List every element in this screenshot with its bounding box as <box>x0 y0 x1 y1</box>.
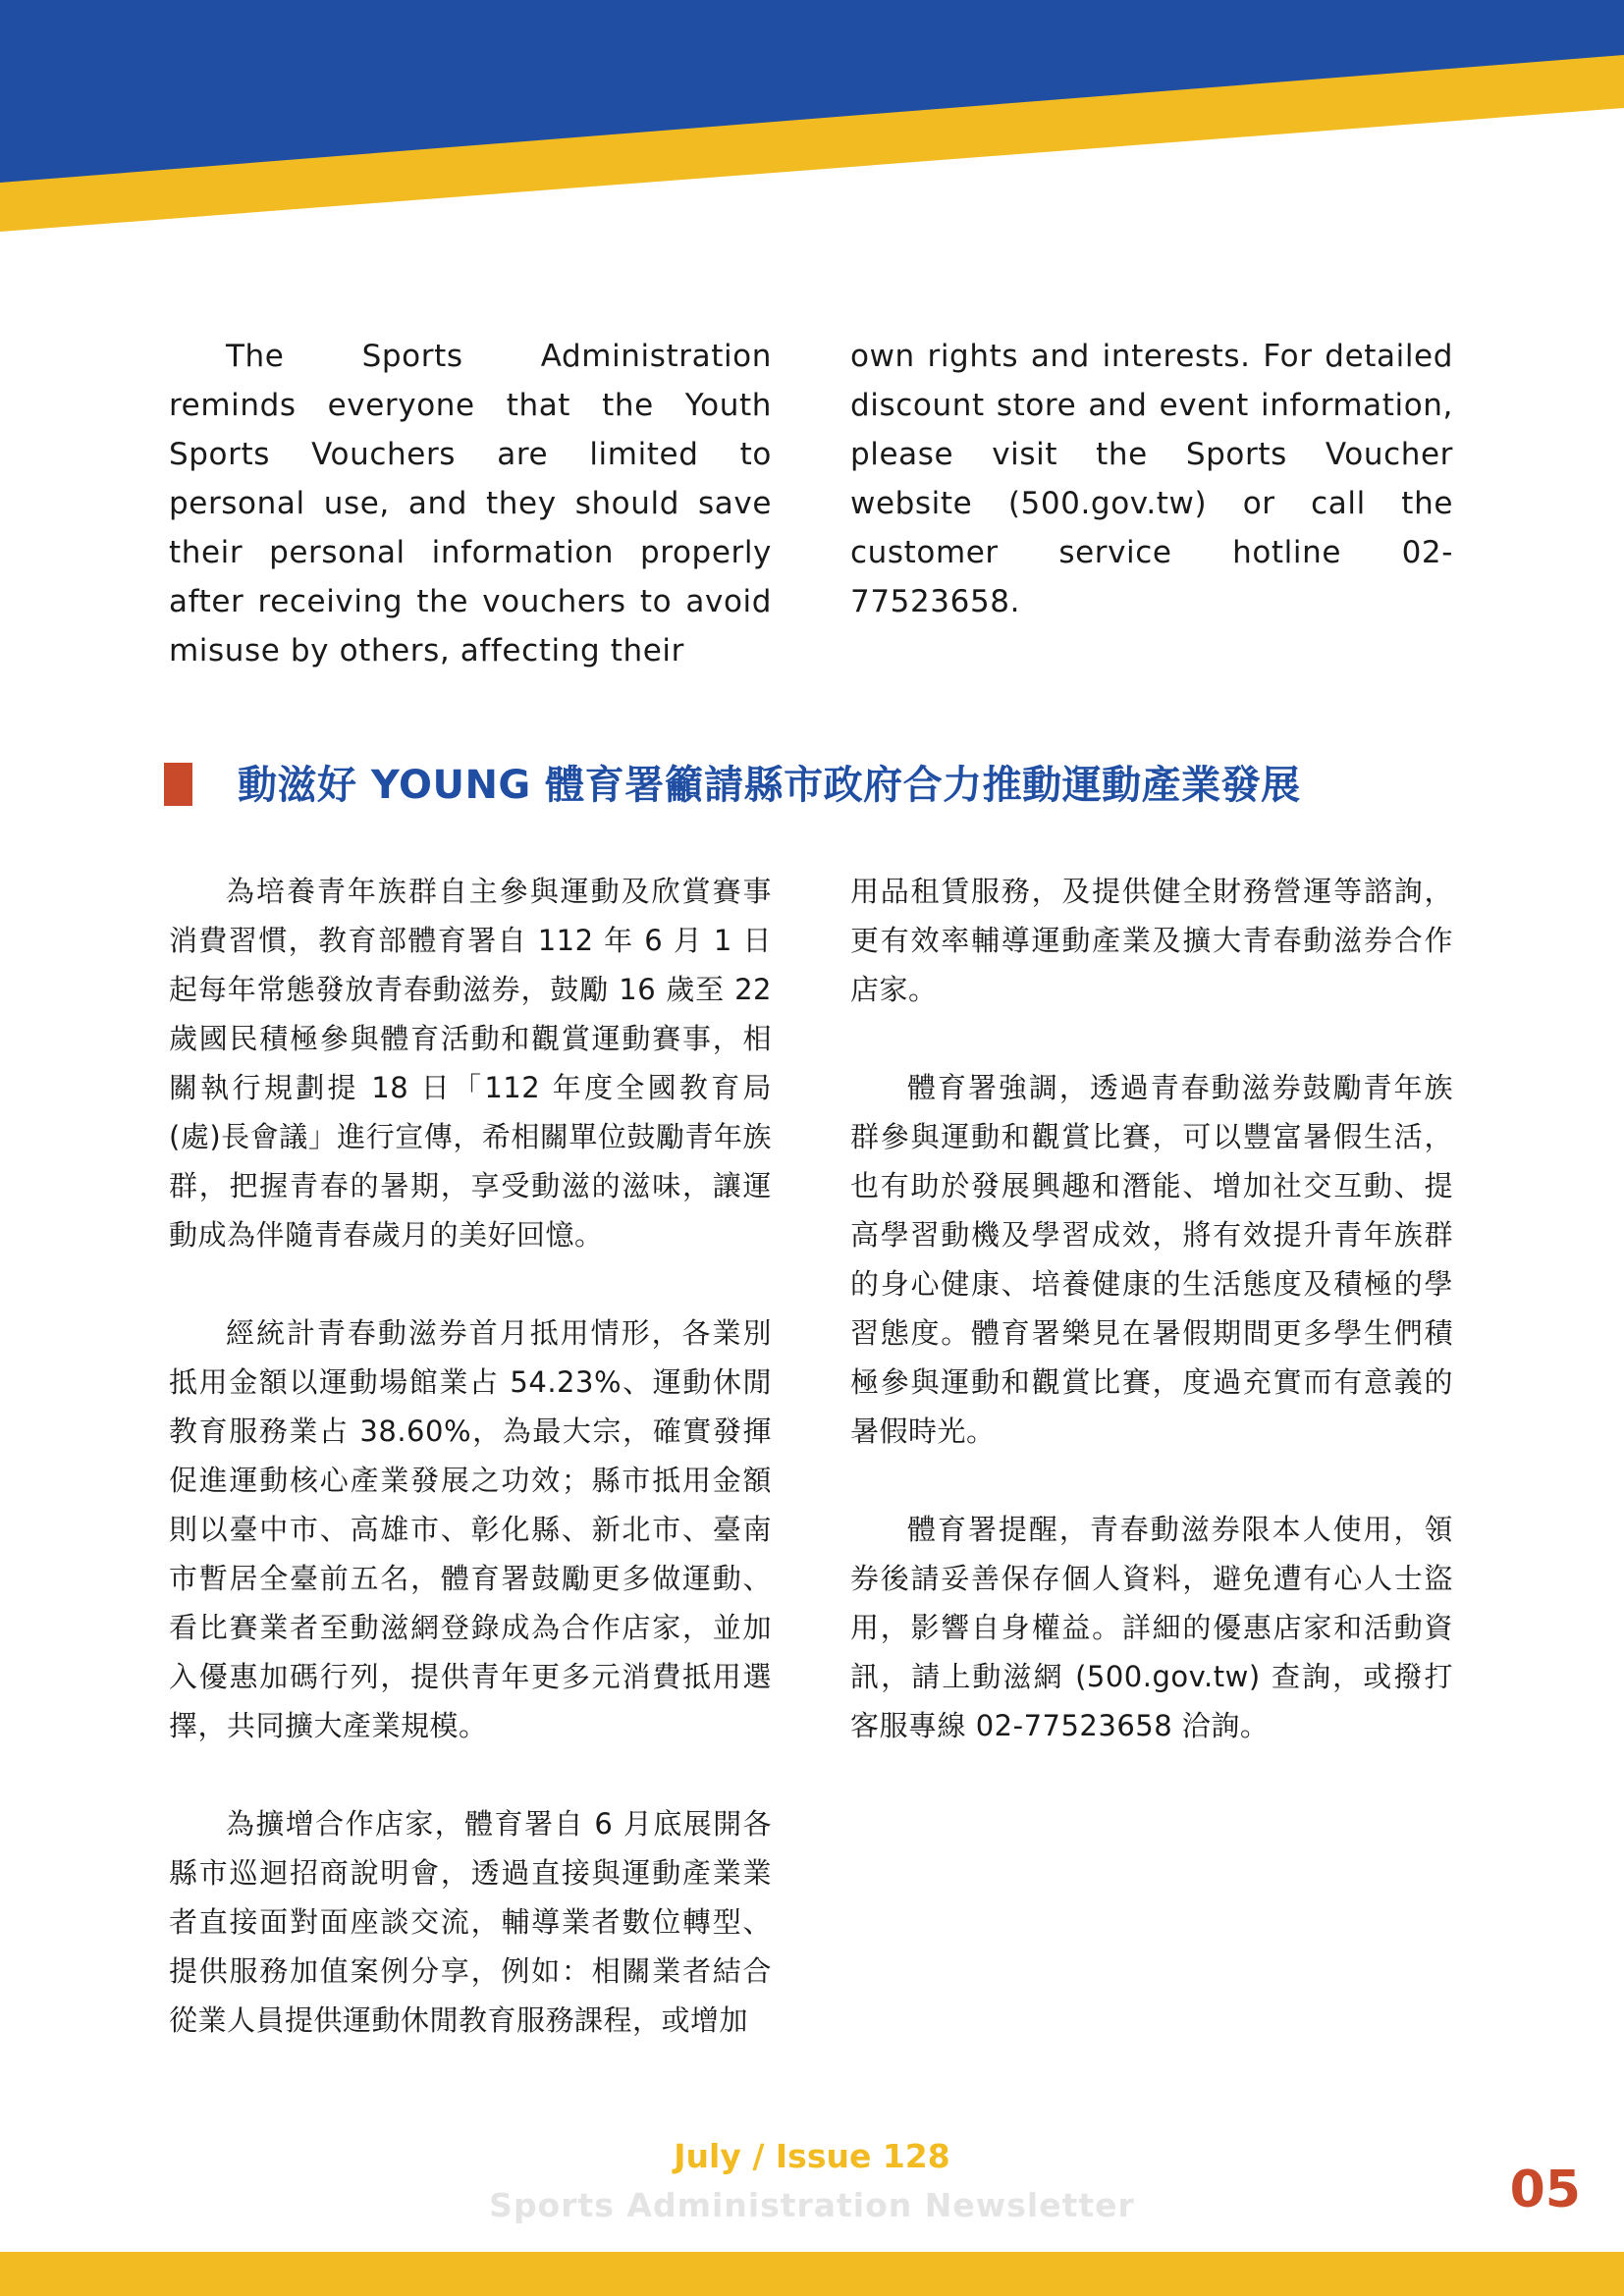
chinese-paragraph: 為培養青年族群自主參與運動及欣賞賽事消費習慣，教育部體育署自 112 年 6 月 1 日起每年常態發放青春動滋券，鼓勵 16 歲至 22 歲國民積極參與體育活動和觀賞運動賽事，相關執行規劃提 18 日「112 年度全國教育局(處)長會議」進行宣傳，希相關單位鼓勵青年族群，把握青春的暑期，享受動滋的滋味，讓運動成為伴隨青春歲月的美好回憶。 <box>169 875 772 1252</box>
chinese-paragraph: 體育署提醒，青春動滋券限本人使用，領券後請妥善保存個人資料，避免遭有心人士盜用，影響自身權益。詳細的優惠店家和活動資訊，請上動滋網 (500.gov.tw) 查詢，或撥打客服專線 02-77523658 洽詢。 <box>850 1513 1453 1742</box>
chinese-paragraph: 用品租賃服務，及提供健全財務營運等諮詢，更有效率輔導運動產業及擴大青春動滋券合作店家。 <box>850 875 1453 1006</box>
section-heading: 動滋好 YOUNG 體育署籲請縣市政府合力推動運動產業發展 <box>238 763 1301 808</box>
chinese-paragraph: 經統計青春動滋券首月抵用情形，各業別抵用金額以運動場館業占 54.23%、運動休閒教育服務業占 38.60%，為最大宗，確實發揮促進運動核心產業發展之功效；縣市抵用金額則以臺中市、高雄市、彰化縣、新北市、臺南市暫居全臺前五名，體育署鼓勵更多做運動、看比賽業者至動滋網登錄成為合作店家，並加入優惠加碼行列，提供青年更多元消費抵用選擇，共同擴大產業規模。 <box>169 1316 772 1742</box>
english-paragraph: own rights and interests. For detailed discount store and event information, please visit the Sports Voucher website (500.gov.tw) or call the customer service hotline 02-77523658. <box>850 339 1453 619</box>
english-column-left <box>169 332 772 675</box>
footer-bar <box>0 2252 1624 2296</box>
chinese-column-right <box>850 867 1453 1750</box>
chinese-column-left <box>169 867 772 2045</box>
section-marker <box>164 763 192 806</box>
footer-issue: July / Issue 128 <box>674 2137 950 2175</box>
english-paragraph: The Sports Administration reminds everyone that the Youth Sports Vouchers are limited to personal use, and they should save their personal information properly after receiving the vouchers to avoid misuse by others, affecting their <box>169 339 772 668</box>
english-column-right <box>850 332 1453 626</box>
chinese-paragraph: 體育署強調，透過青春動滋券鼓勵青年族群參與運動和觀賞比賽，可以豐富暑假生活，也有助於發展興趣和潛能、增加社交互動、提高學習動機及學習成效，將有效提升青年族群的身心健康、培養健康的生活態度及積極的學習態度。體育署樂見在暑假期間更多學生們積極參與運動和觀賞比賽，度過充實而有意義的暑假時光。 <box>850 1071 1453 1448</box>
chinese-paragraph: 為擴增合作店家，體育署自 6 月底展開各縣市巡迴招商說明會，透過直接與運動產業業者直接面對面座談交流，輔導業者數位轉型、提供服務加值案例分享，例如：相關業者結合從業人員提供運動休閒教育服務課程，或增加 <box>169 1807 772 2037</box>
page-number: 05 <box>1509 2161 1581 2219</box>
header-banner <box>0 0 1624 236</box>
footer-newsletter-title: Sports Administration Newsletter <box>489 2186 1135 2224</box>
